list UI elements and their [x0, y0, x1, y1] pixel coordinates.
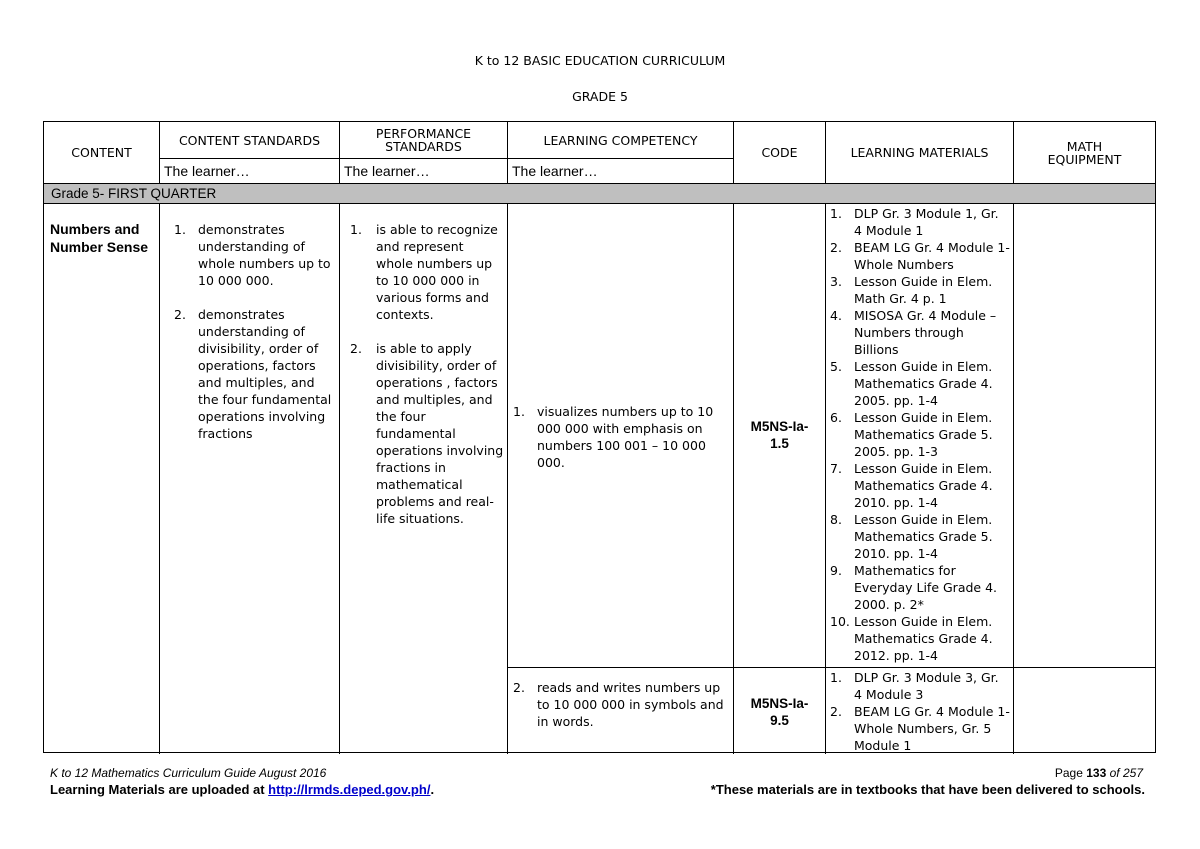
- list-item: 1. DLP Gr. 3 Module 1, Gr. 4 Module 1: [830, 206, 999, 238]
- learner-label-performance-standards: The learner…: [344, 163, 430, 179]
- header-content: CONTENT: [71, 145, 132, 160]
- list-item: 2. BEAM LG Gr. 4 Module 1- Whole Numbers, Gr. 5 Module 1: [830, 704, 1010, 753]
- list-item: 5. Lesson Guide in Elem. Mathematics Grade 4. 2005. pp. 1-4: [830, 359, 993, 408]
- learner-label-learning-competency: The learner…: [512, 163, 598, 179]
- textbook-note: *These materials are in textbooks that have been delivered to schools.: [710, 782, 1145, 797]
- competency-code-2: M5NS-Ia-9.5: [750, 696, 809, 728]
- footer-guide-title: K to 12 Mathematics Curriculum Guide August 2016: [50, 766, 327, 780]
- header-learning-competency: LEARNING COMPETENCY: [543, 132, 698, 148]
- list-item: 2. reads and writes numbers up to 10 000 000 in symbols and in words.: [513, 680, 724, 729]
- list-item: 2. BEAM LG Gr. 4 Module 1- Whole Numbers: [830, 240, 1010, 272]
- header-math-equipment: MATH EQUIPMENT: [1047, 138, 1122, 167]
- quarter-band: Grade 5- FIRST QUARTER: [44, 183, 1155, 204]
- curriculum-table: [43, 121, 1156, 753]
- document-title: K to 12 BASIC EDUCATION CURRICULUM: [474, 53, 726, 68]
- list-item: 3. Lesson Guide in Elem. Math Gr. 4 p. 1: [830, 274, 993, 306]
- competency-code-1: M5NS-Ia-1.5: [750, 419, 809, 451]
- content-standards-list: [174, 221, 334, 442]
- lrmds-link[interactable]: http://lrmds.deped.gov.ph/: [268, 782, 431, 797]
- list-item: 1. DLP Gr. 3 Module 3, Gr. 4 Module 3: [830, 670, 999, 702]
- performance-standards-list: [350, 221, 504, 527]
- page-number: Page 133 of 257: [1054, 766, 1143, 780]
- list-item: 10. Lesson Guide in Elem. Mathematics Grade 4. 2012. pp. 1-4: [830, 614, 993, 663]
- header-performance-standards: PERFORMANCE STANDARDS: [375, 126, 472, 154]
- learning-materials-list-2: [830, 669, 1010, 754]
- list-item: 9. Mathematics for Everyday Life Grade 4. 2000. p. 2*: [830, 563, 997, 612]
- list-item: 4. MISOSA Gr. 4 Module – Numbers through Billions: [830, 308, 997, 357]
- header-content-standards: CONTENT STANDARDS: [178, 132, 321, 148]
- header-code: CODE: [761, 145, 798, 160]
- list-item: 6. Lesson Guide in Elem. Mathematics Grade 5. 2005. pp. 1-3: [830, 410, 993, 459]
- list-item: 8. Lesson Guide in Elem. Mathematics Grade 5. 2010. pp. 1-4: [830, 512, 993, 561]
- learning-materials-list-1: [830, 205, 1010, 664]
- learner-label-content-standards: The learner…: [164, 163, 250, 179]
- list-item: 2. demonstrates understanding of divisibility, order of operations, factors and multiples, and the four fundamental operations involving fractions: [174, 307, 332, 441]
- competency-item-1: [513, 403, 725, 471]
- list-item: 1. is able to recognize and represent whole numbers up to 10 000 000 in various forms and contexts.: [350, 222, 498, 322]
- list-item: 1. visualizes numbers up to 10 000 000 with emphasis on numbers 100 001 – 10 000 000.: [513, 404, 714, 470]
- list-item: 2. is able to apply divisibility, order of operations , factors and multiples, and the four fundamental operations involving fractions in mathematical problems and real-life situations.: [350, 341, 504, 526]
- competency-item-2: [513, 679, 725, 730]
- header-learning-materials: LEARNING MATERIALS: [850, 145, 989, 160]
- content-topic: Numbers and Number Sense: [50, 221, 149, 255]
- list-item: 7. Lesson Guide in Elem. Mathematics Grade 4. 2010. pp. 1-4: [830, 461, 993, 510]
- footer-upload-note: Learning Materials are uploaded at http://lrmds.deped.gov.ph/.: [50, 782, 435, 797]
- grade-heading: GRADE 5: [572, 89, 628, 104]
- list-item: 1. demonstrates understanding of whole numbers up to 10 000 000.: [174, 222, 331, 288]
